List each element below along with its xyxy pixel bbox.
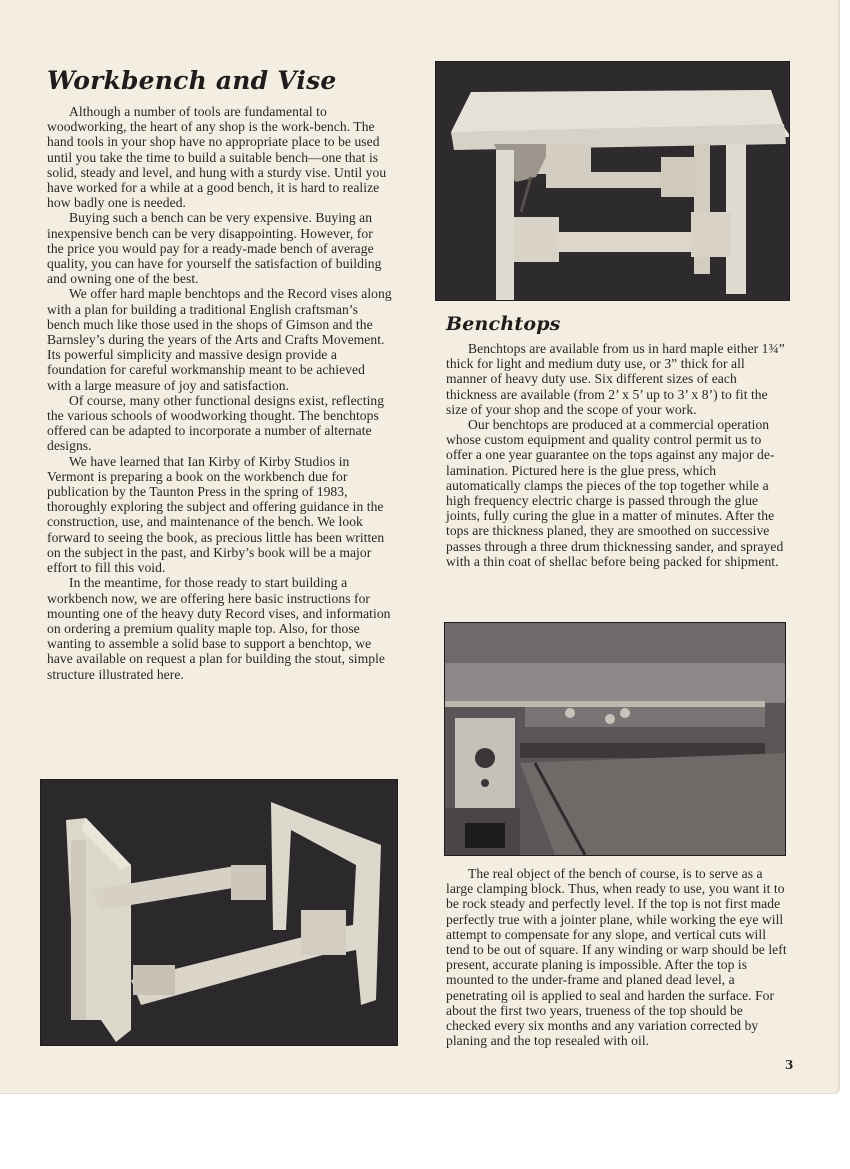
benchtops-paragraph: Benchtops are available from us in hard maple either 1¾” thick for light and medium duty use, or 3” thick for all manner of heavy duty use. Six different sizes of each thickness are available (from 2’ x 5’ up to 3’ x 8’) to fit the size of your shop and the scope of your work. — [446, 341, 785, 417]
benchtops-article — [446, 312, 786, 569]
workbench-paragraph: We offer hard maple benchtops and the Record vises along with a plan for building a traditional English craftsman’s bench much like those used in the shops of Gimson and the Barnsley’s during the years of the Arts and Crafts Movement. Its powerful simplicity and massive design provide a foundation for careful workmanship meant to be achieved with a large measure of joy and satisfaction. — [47, 286, 392, 393]
glue-press-photo — [444, 622, 786, 856]
workbench-photo — [435, 61, 790, 301]
clamping-paragraph: The real object of the bench of course, is to serve as a large clamping block. Thus, when ready to use, you want it to be rock steady and perfectly level. If the top is not first made perfectly true with a jointer plane, while working the eye will attempt to compensate for any slope, and vertical cuts will tend to be out of square. If any winding or warp should be left present, accurate planing is impossible. After the top is mounted to the under-frame and planed dead level, a penetrating oil is applied to seal and harden the surface. For about the first two years, trueness of the top should be checked every six months and any variation corrected by planing and the top resealed with oil. — [446, 866, 787, 1049]
page-number: 3 — [785, 1058, 794, 1072]
clamping-article — [446, 866, 791, 1048]
workbench-paragraph: Of course, many other functional designs exist, reflecting the various schools of woodworking thought. The benchtops offered can be adapted to incorporate a number of alternate designs. — [47, 392, 385, 454]
workbench-paragraph: Although a number of tools are fundamental to woodworking, the heart of any shop is the work-bench. The hand tools in your shop have no appropriate place to be used until you take the time to build a suitable bench—one that is solid, steady and level, and hung with a sturdy vise. Until you have worked for a while at a good bench, it is hard to realize how badly one is needed. — [47, 104, 387, 211]
workbench-paragraph: We have learned that Ian Kirby of Kirby Studios in Vermont is preparing a book on the workbench due for publication by the Taunton Press in the spring of 1983, thoroughly exploring the subject and offering guidance in the construction, use, and maintenance of the bench. We look forward to seeing the book, as precious little has been written on the subject in the past, and Kirby’s book will be a major effort to fill this void. — [47, 453, 385, 576]
workbench-title: Workbench and Vise — [47, 66, 337, 95]
benchtops-title: Benchtops — [446, 313, 561, 335]
bench-base-photo — [40, 779, 398, 1046]
workbench-article — [47, 66, 392, 682]
bench-base-illustration — [41, 780, 397, 1045]
workbench-paragraph: In the meantime, for those ready to start building a workbench now, we are offering here basic instructions for mounting one of the heavy duty Record vises, and information on ordering a premium quality maple top. Also, for those wanting to assemble a solid base to support a benchtop, we have available on request a plan for building the stout, simple structure illustrated here. — [47, 575, 391, 682]
glue-press-bed — [520, 753, 785, 855]
workbench-paragraph: Buying such a bench can be very expensive. Buying an inexpensive bench can be very disappointing. However, for the price you would pay for a ready-made bench of average quality, you can have for yourself the satisfaction of building and owning one of the best. — [47, 210, 382, 287]
workbench-illustration — [436, 62, 789, 300]
glue-press-illustration — [445, 623, 785, 855]
benchtops-paragraph: Our benchtops are produced at a commercial operation whose custom equipment and quality control permit us to offer a one year guarantee on the tops against any major de-lamination. Pictured here is the glue press, which automatically clamps the pieces of the top together while a high frequency electric charge is passed through the glue joints, fully curing the glue in a matter of minutes. After the tops are thickness planed, they are smoothed on successive passes through a three drum thicknessing sander, and sprayed with a thin coat of shellac before being packed for shipment. — [446, 417, 784, 569]
